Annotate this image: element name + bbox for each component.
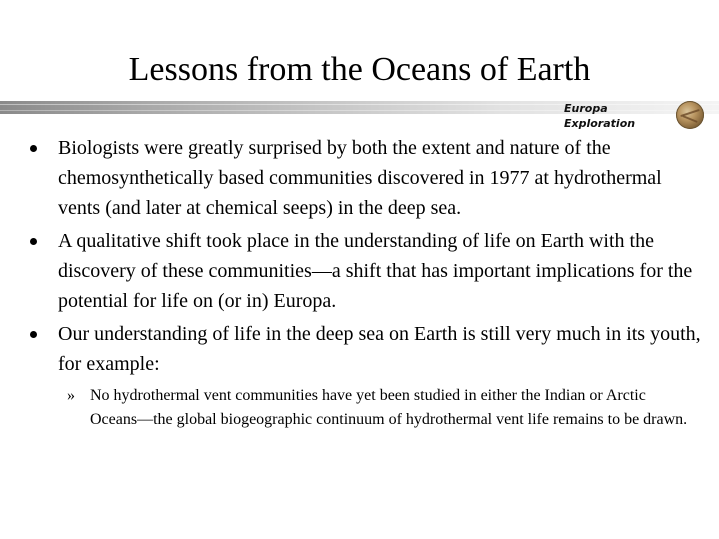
bullet-dot-icon [30,145,37,152]
mission-label-line2: Exploration [564,117,636,130]
bullet-dot-icon [30,238,37,245]
slide-body [0,133,719,432]
bullet-text: A qualitative shift took place in the understanding of life on Earth with the discovery of these communities—a shift that has important implications for the potential for life on (or in) Europa. [58,230,693,312]
bullet-text: Our understanding of life in the deep sea on Earth is still very much in its youth, for example: [58,323,701,375]
bullet-item [0,133,719,223]
slide-title: Lessons from the Oceans of Earth [128,51,591,88]
logo-streak [682,115,698,123]
bullet-dot-icon [30,331,37,338]
mission-label [564,101,635,131]
europa-logo-icon [676,101,704,129]
sub-bullet-item [0,384,719,432]
sub-bullet-marker: » [67,387,75,404]
sub-bullet-text: No hydrothermal vent communities have yet been studied in either the Indian or Arctic Oceans—the global biogeographic continuum of hydrothermal vent life remains to be drawn. [90,387,688,428]
bullet-text: Biologists were greatly surprised by both the extent and nature of the chemosynthetically based communities discovered in 1977 at hydrothermal vents (and later at chemical seeps) in the deep sea. [58,137,662,219]
mission-label-line1: Europa [564,102,608,115]
bullet-item [0,319,719,379]
bullet-item [0,226,719,316]
